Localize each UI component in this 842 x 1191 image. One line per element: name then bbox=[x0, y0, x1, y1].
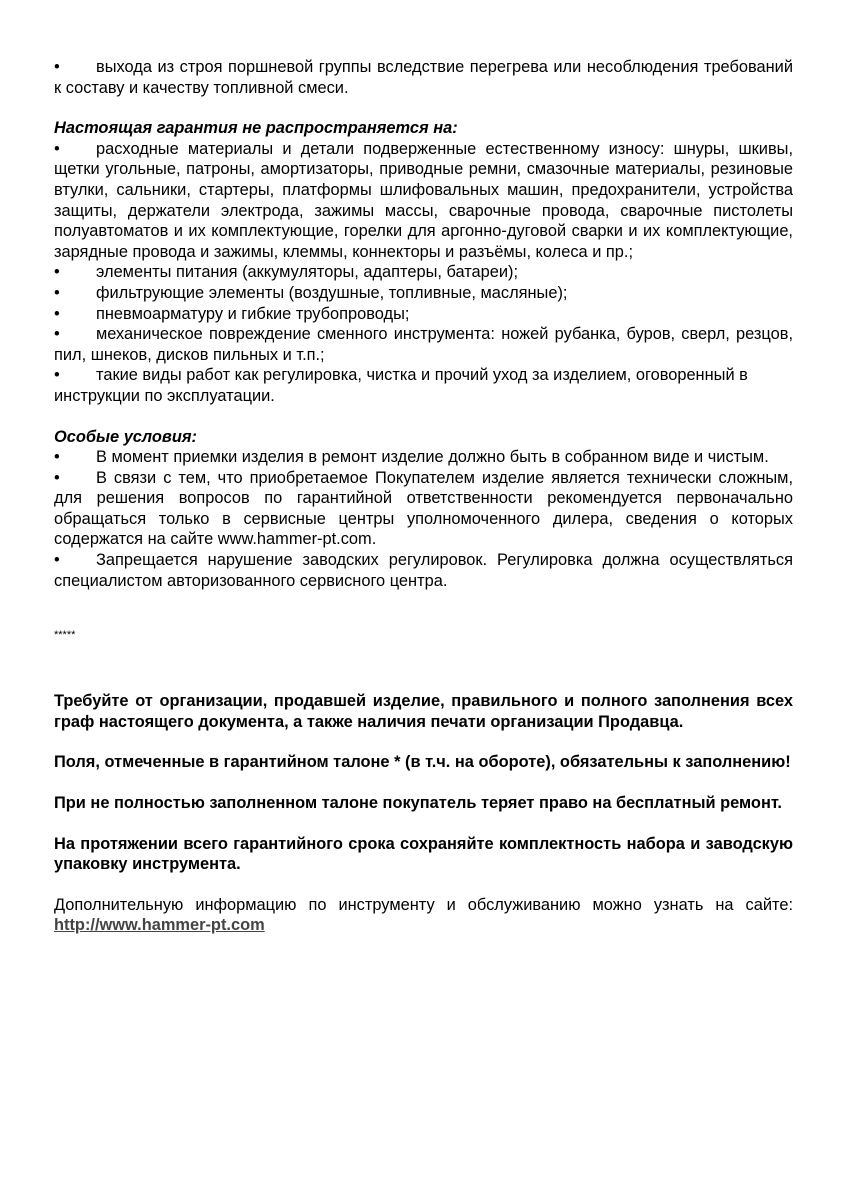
list-item: • расходные материалы и детали подверженные естественному износу: шнуры, шкивы, щетки угольные, патроны, амортизаторы, приводные ремни, смазочные материалы, резиновые втулки, сальники, стартеры, платформы шлифовальных машин, предохранители, устройства защиты, держатели электрода, зажимы массы, сварочные провода, сварочные пистолеты полуавтоматов и их комплектующие, горелки для аргонно-дуговой сварки и их комплектующие, зарядные провода и зажимы, клеммы, коннекторы и разъёмы, колеса и пр.; bbox=[54, 139, 793, 261]
list-item: • механическое повреждение сменного инструмента: ножей рубанка, буров, сверл, резцов, пил, шнеков, дисков пильных и т.п.; bbox=[54, 325, 793, 364]
website-link[interactable]: http://www.hammer-pt.com bbox=[54, 916, 265, 935]
list-item: • В связи с тем, что приобретаемое Покупателем изделие является технически сложным, для решения вопросов по гарантийной ответственности рекомендуется первоначально обращаться только в сервисные центры уполномоченного дилера, сведения о которых содержатся на сайте www.hammer-pt.com. bbox=[54, 468, 793, 549]
separator: ***** bbox=[54, 629, 76, 642]
section-heading-exclusions: Настоящая гарантия не распространяется на: bbox=[54, 119, 458, 138]
list-item: • элементы питания (аккумуляторы, адаптеры, батареи); bbox=[54, 263, 519, 282]
list-item: • фильтрующие элементы (воздушные, топливные, масляные); bbox=[54, 283, 568, 302]
notice-incomplete-coupon: При не полностью заполненном талоне покупатель теряет право на бесплатный ремонт. bbox=[54, 794, 782, 813]
list-item: • Запрещается нарушение заводских регулировок. Регулировка должна осуществляться специалистом авторизованного сервисного центра. bbox=[54, 551, 793, 590]
footer-info: Дополнительную информацию по инструменту и обслуживанию можно узнать на сайте: http://www.hammer-pt.com bbox=[54, 895, 793, 935]
notice-keep-packaging: На протяжении всего гарантийного срока сохраняйте комплектность набора и заводскую упаковку инструмента. bbox=[54, 834, 793, 874]
notice-fill-all-fields: Требуйте от организации, продавшей изделие, правильного и полного заполнения всех граф настоящего документа, а также наличия печати организации Продавца. bbox=[54, 692, 793, 731]
list-item: • В момент приемки изделия в ремонт изделие должно быть в собранном виде и чистым. bbox=[54, 448, 769, 467]
notice-required-fields: Поля, отмеченные в гарантийном талоне * (в т.ч. на обороте), обязательны к заполнению! bbox=[54, 753, 791, 772]
bullet: • bbox=[54, 58, 60, 76]
list-item: • такие виды работ как регулировка, чистка и прочий уход за изделием, оговоренный в инструкции по эксплуатации. bbox=[54, 366, 748, 405]
list-item: • пневмоарматуру и гибкие трубопроводы; bbox=[54, 304, 410, 323]
list-item: • выхода из строя поршневой группы вследствие перегрева или несоблюдения требований к составу и качеству топливной смеси. bbox=[54, 58, 793, 97]
section-heading-special-conditions: Особые условия: bbox=[54, 427, 197, 446]
document-page bbox=[54, 57, 793, 936]
